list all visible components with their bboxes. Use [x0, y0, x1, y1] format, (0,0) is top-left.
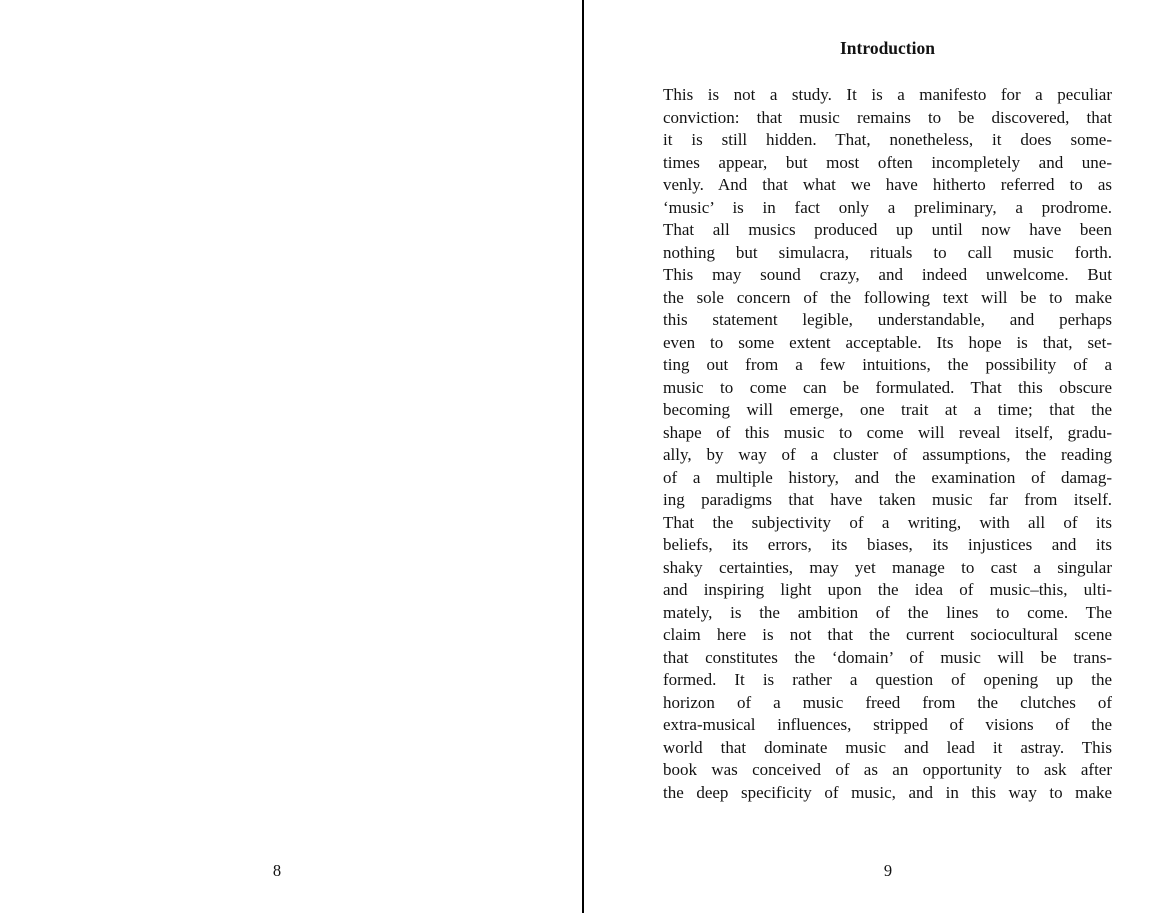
text-line: That the subjectivity of a writing, with all of its: [663, 512, 1112, 532]
text-line: ‘music’ is in fact only a preliminary, a prodrome.: [663, 197, 1112, 217]
text-line: music to come can be formulated. That this obscure: [663, 377, 1112, 397]
text-line: and inspiring light upon the idea of music–this, ulti-: [663, 580, 1112, 599]
text-line: book was conceived of as an opportunity to ask after: [663, 760, 1112, 779]
text-line: This may sound crazy, and indeed unwelcome. But: [663, 265, 1112, 284]
text-line: That all musics produced up until now have been: [663, 220, 1112, 239]
text-line: this statement legible, understandable, and perhaps: [663, 310, 1112, 329]
body-text: [663, 84, 1112, 804]
text-line: times appear, but most often incompletely and une-: [663, 152, 1112, 172]
text-line: formed. It is rather a question of opening up the: [663, 670, 1112, 689]
text-line: mately, is the ambition of the lines to come. The: [663, 602, 1112, 622]
text-line: ting out from a few intuitions, the possibility of a: [663, 355, 1112, 374]
text-line: even to some extent acceptable. Its hope is that, set-: [663, 332, 1112, 352]
text-line: nothing but simulacra, rituals to call music forth.: [663, 242, 1112, 262]
text-line: ally, by way of a cluster of assumptions, the reading: [663, 445, 1112, 464]
text-line: beliefs, its errors, its biases, its injustices and its: [663, 535, 1112, 554]
text-line: the sole concern of the following text will be to make: [663, 287, 1112, 307]
text-line: ing paradigms that have taken music far from itself.: [663, 490, 1112, 509]
text-line: that constitutes the ‘domain’ of music will be trans-: [663, 647, 1112, 667]
text-line: conviction: that music remains to be discovered, that: [663, 107, 1112, 127]
text-line: of a multiple history, and the examination of damag-: [663, 467, 1112, 487]
text-line: the deep specificity of music, and in this way to make: [663, 782, 1112, 802]
text-line: shape of this music to come will reveal itself, gradu-: [663, 422, 1112, 442]
left-page-number: 8: [272, 861, 282, 880]
text-line: becoming will emerge, one trait at a time; that the: [663, 400, 1112, 419]
text-line: This is not a study. It is a manifesto for a peculiar: [663, 85, 1112, 104]
text-line: extra-musical influences, stripped of visions of the: [663, 715, 1112, 734]
right-page-number: 9: [883, 861, 893, 880]
text-line: claim here is not that the current sociocultural scene: [663, 625, 1112, 644]
text-line: venly. And that what we have hitherto referred to as: [663, 175, 1112, 194]
gutter-divider: [582, 0, 584, 913]
text-line: horizon of a music freed from the clutches of: [663, 692, 1112, 712]
text-line: world that dominate music and lead it astray. This: [663, 737, 1112, 757]
chapter-heading: Introduction: [840, 38, 935, 58]
text-line: it is still hidden. That, nonetheless, it does some-: [663, 130, 1112, 149]
text-line: shaky certainties, may yet manage to cast a singular: [663, 557, 1112, 577]
